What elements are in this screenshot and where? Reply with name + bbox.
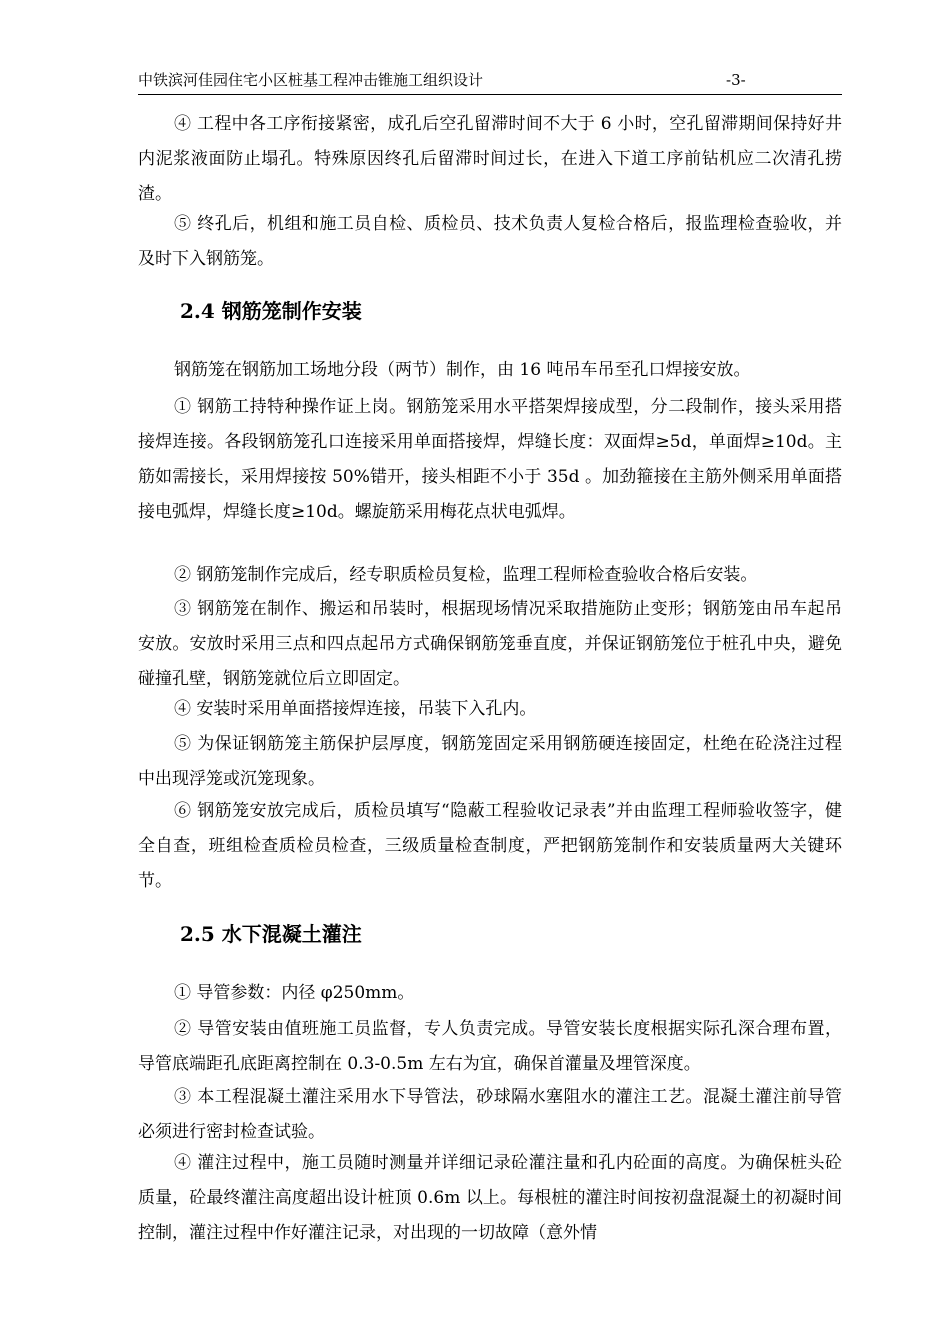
paragraph-2-4-1: ① 钢筋工持特种操作证上岗。钢筋笼采用水平搭架焊接成型，分二段制作，接头采用搭接焊连接。各段钢筋笼孔口连接采用单面搭接焊，焊缝长度：双面焊≥5d，单面焊≥10d。主筋如需接长，采用焊接按 50%错开，接头相距不小于 35d 。加劲箍接在主筋外侧采用单面搭接电弧焊，焊缝长度≥10d。螺旋筋采用梅花点状电弧焊。 (138, 397, 842, 522)
paragraph-step-4: ④ 工程中各工序衔接紧密，成孔后空孔留滞时间不大于 6 小时，空孔留滞期间保持好井内泥浆液面防止塌孔。特殊原因终孔后留滞时间过长，在进入下道工序前钻机应二次清孔捞渣。 (138, 114, 842, 204)
paragraph-2-4-3: ③ 钢筋笼在制作、搬运和吊装时，根据现场情况采取措施防止变形；钢筋笼由吊车起吊安放。安放时采用三点和四点起吊方式确保钢筋笼垂直度，并保证钢筋笼位于桩孔中央，避免碰撞孔壁，钢筋笼就位后立即固定。 (138, 599, 842, 689)
paragraph-step-5: ⑤ 终孔后，机组和施工员自检、质检员、技术负责人复检合格后，报监理检查验收，并及时下入钢筋笼。 (138, 214, 842, 269)
header-title: 中铁滨河佳园住宅小区桩基工程冲击锥施工组织设计 (138, 71, 484, 89)
paragraph-2-5-3: ③ 本工程混凝土灌注采用水下导管法，砂球隔水塞阻水的灌注工艺。混凝土灌注前导管必须进行密封检查试验。 (138, 1087, 842, 1142)
section-heading-2-5: 2.5 水下混凝土灌注 (180, 922, 362, 946)
paragraph-2-5-1: ① 导管参数：内径 φ250mm。 (174, 983, 415, 1003)
paragraph-2-4-6: ⑥ 钢筋笼安放完成后，质检员填写“隐蔽工程验收记录表”并由监理工程师验收签字，健全自查，班组检查质检员检查，三级质量检查制度，严把钢筋笼制作和安装质量两大关键环节。 (138, 801, 842, 891)
page-header (138, 70, 842, 95)
paragraph-2-4-5: ⑤ 为保证钢筋笼主筋保护层厚度，钢筋笼固定采用钢筋硬连接固定，杜绝在砼浇注过程中出现浮笼或沉笼现象。 (138, 734, 842, 789)
paragraph-2-5-4: ④ 灌注过程中，施工员随时测量并详细记录砼灌注量和孔内砼面的高度。为确保桩头砼质量，砼最终灌注高度超出设计桩顶 0.6m 以上。每根桩的灌注时间按初盘混凝土的初凝时间控制，灌注过程中作好灌注记录，对出现的一切故障（意外情 (138, 1153, 842, 1243)
paragraph-2-4-intro: 钢筋笼在钢筋加工场地分段（两节）制作，由 16 吨吊车吊至孔口焊接安放。 (174, 360, 751, 380)
paragraph-2-4-4: ④ 安装时采用单面搭接焊连接，吊装下入孔内。 (174, 699, 537, 719)
paragraph-2-4-2: ② 钢筋笼制作完成后，经专职质检员复检，监理工程师检查验收合格后安装。 (174, 565, 758, 585)
section-heading-2-4: 2.4 钢筋笼制作安装 (180, 299, 362, 323)
paragraph-2-5-2: ② 导管安装由值班施工员监督，专人负责完成。导管安装长度根据实际孔深合理布置，导管底端距孔底距离控制在 0.3-0.5m 左右为宜，确保首灌量及埋管深度。 (138, 1019, 842, 1074)
page-number: -3- (726, 71, 746, 89)
